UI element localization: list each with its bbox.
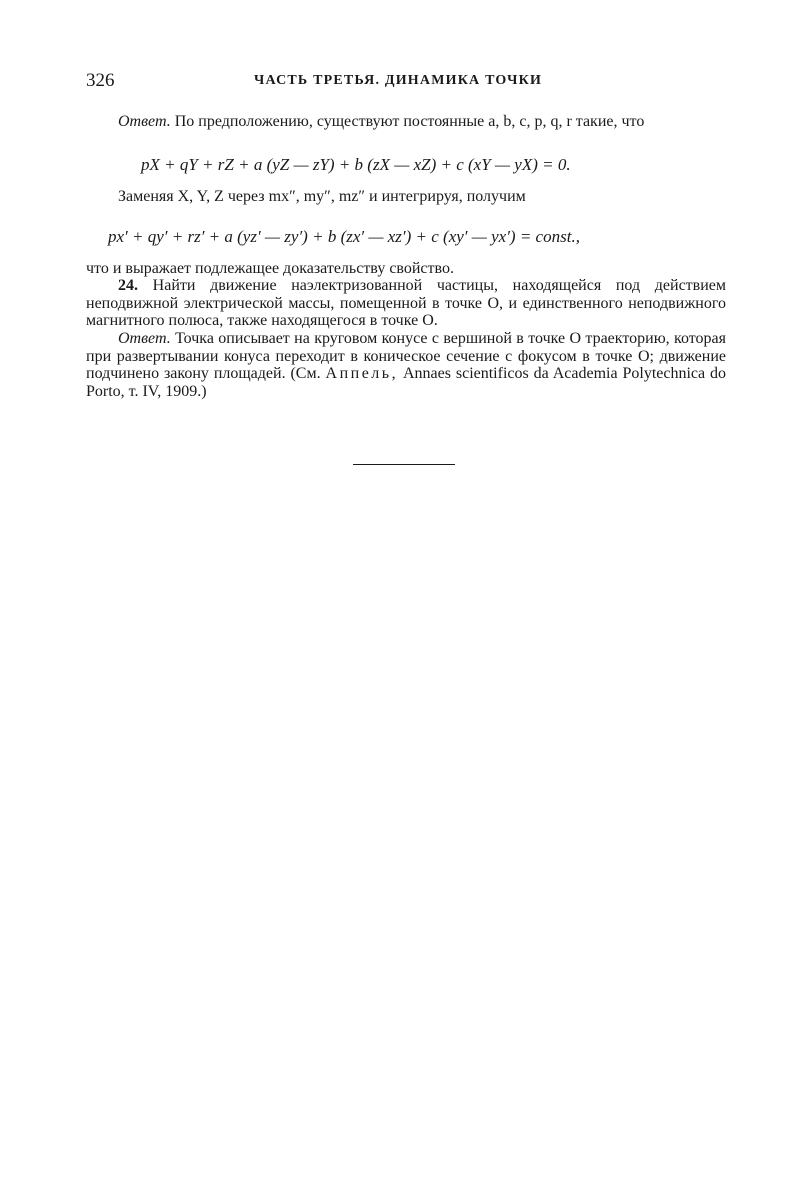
running-head: ЧАСТЬ ТРЕТЬЯ. ДИНАМИКА ТОЧКИ: [254, 73, 543, 88]
answer-label: Ответ.: [118, 330, 171, 347]
substitution-text: Заменяя X, Y, Z через mx″, my″, mz″ и интегрируя, получим: [118, 188, 526, 205]
formula-2: px′ + qy′ + rz′ + a (yz′ — zy′) + b (zx′ — xz′) + c (xy′ — yx′) = const.,: [108, 227, 580, 246]
author-name: Аппель,: [325, 365, 399, 382]
conclusion-text: что и выражает подлежащее доказательству свойство.: [86, 260, 454, 277]
reference-text: Annaes scientificos da Academia Polytechnica do Porto, т. IV, 1909.): [86, 365, 727, 400]
answer-text: Точка описывает на круговом конусе с вершиной в точке O траекторию, которая при развертывании конуса переходит в коническое сечение с фокусом в точке O; движение подчинено закону площадей. (См.: [86, 330, 727, 382]
page-number: 326: [86, 70, 115, 91]
answer-text: По предположению, существуют постоянные a, b, c, p, q, r такие, что: [174, 113, 645, 130]
problem-number: 24.: [118, 277, 138, 294]
answer-paragraph-1: [86, 113, 726, 131]
problem-text: Найти движение наэлектризованной частицы, находящейся под действием неподвижной электрической массы, помещенной в точке O, и единственного неподвижного магнитного полюса, также находящегося в точке O.: [86, 277, 727, 329]
answer-label: Ответ.: [118, 113, 171, 130]
formula-1: pX + qY + rZ + a (yZ — zY) + b (zX — xZ) + c (xY — yX) = 0.: [141, 155, 571, 174]
section-rule: [353, 464, 455, 465]
problem-24: [86, 277, 726, 330]
answer-paragraph-2: [86, 330, 726, 400]
